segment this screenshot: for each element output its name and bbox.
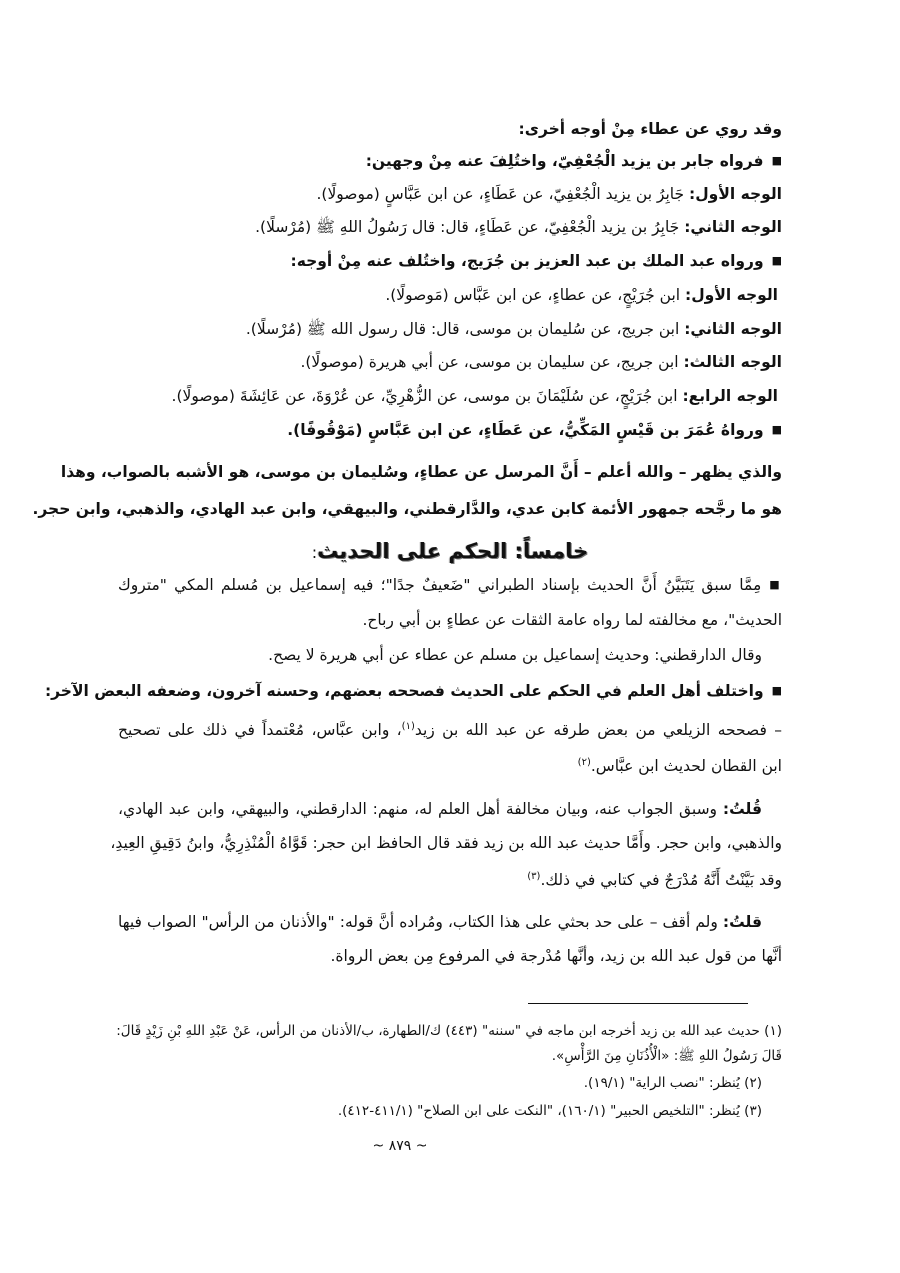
footnote-ref[interactable]: (٣) bbox=[527, 871, 541, 882]
footnote-divider bbox=[528, 1003, 748, 1004]
bullet-icon: ■ bbox=[769, 578, 782, 591]
list-item: الوجه الأول: جَابِرُ بن يزيد الْجُعْفِيّ، عن عَطَاءٍ، عن ابن عَبَّاسٍ (موصولًا). bbox=[316, 185, 782, 203]
page-number: ~ ٨٧٩ ~ bbox=[372, 1138, 428, 1154]
paragraph-line: والذهبي، وابن حجر. وأَمَّا حديث عبد الله بن زيد فقد قال الحافظ ابن حجر: قَوَّاهُ الْمُنْذِرِيُّ، وابنُ دَقِيقِ العِيدِ، bbox=[110, 834, 782, 852]
footnote: (٣) يُنظر: "التلخيص الحبير" (١٦٠/١)، "النكت على ابن الصلاح" (٤١١/١-٤١٢). bbox=[337, 1103, 762, 1119]
list-item: ■ورواهُ عُمَرَ بن قَيْسٍ المَكِّيُّ، عن عَطَاءٍ، عن ابن عَبَّاسٍ (مَوْقُوفًا). bbox=[287, 421, 782, 439]
footnote: قَالَ رَسُولُ اللهِ ﷺ: «الْأُذُنَانِ مِنَ الرَّأْسِ». bbox=[551, 1048, 782, 1064]
conclusion-line: هو ما رجَّحه جمهور الأئمة كابن عدي، والدَّارقطني، والبيهقي، وابن عبد الهادي، والذهبي، وابن حجر. bbox=[32, 500, 782, 518]
bullet-icon: ■ bbox=[771, 423, 782, 436]
list-item: الوجه الثالث: ابن جريج، عن سليمان بن موسى، عن أبي هريرة (موصولًا). bbox=[300, 353, 782, 371]
list-item: الوجه الأول: ابن جُرَيْجٍ، عن عطاءٍ، عن ابن عَبَّاس (مَوصولًا). bbox=[385, 286, 778, 304]
bullet-icon: ■ bbox=[771, 684, 782, 697]
conclusion-line: والذي يظهر – والله أعلم – أَنَّ المرسل عن عطاءٍ، وسُليمان بن موسى، هو الأشبه بالصواب، وهذا bbox=[60, 463, 782, 481]
paragraph-line: أنَّها من قول عبد الله بن زيد، وأنَّها مُدْرجة في المرفوع مِن بعض الرواة. bbox=[330, 947, 782, 965]
paragraph-line: ■مِمَّا سبق يَتَبَيَّنُ أَنَّ الحديث بإسناد الطبراني "ضَعيفٌ جدًا"؛ فيه إسماعيل بن مُسلم المكي "متروك bbox=[118, 576, 782, 594]
section-heading: خامساً: الحكم على الحديث: bbox=[311, 539, 589, 563]
bullet-icon: ■ bbox=[771, 254, 782, 267]
paragraph-line: الحديث"، مع مخالفته لما رواه عامة الثقات عن عطاءٍ بن أبي رباح. bbox=[362, 611, 782, 629]
paragraph-line: – فصححه الزيلعي من بعض طرقه عن عبد الله بن زيد$^{(١)}$، وابن عبَّاس، مُعْتمداً في ذلك على تصحيح bbox=[118, 721, 782, 740]
list-item: الوجه الثاني: جَابِرُ بن يزيد الْجُعْفِيّ، عن عَطَاءٍ، قال: قال رَسُولُ اللهِ ﷺ (مُرْسلًا). bbox=[255, 218, 782, 236]
paragraph-line: ■واختلف أهل العلم في الحكم على الحديث فصححه بعضهم، وحسنه آخرون، وضعفه البعض الآخر: bbox=[44, 682, 782, 700]
footnote: (٢) يُنظر: "نصب الراية" (١٩/١). bbox=[583, 1075, 762, 1091]
intro-line: وقد روي عن عطاء مِنْ أوجه أخرى: bbox=[518, 120, 782, 138]
footnote: (١) حديث عبد الله بن زيد أخرجه ابن ماجه في "سننه" (٤٤٣) ك/الطهارة، ب/الأذنان من الرأس، عَنْ عَبْدِ اللهِ بْنِ زَيْدٍ قَالَ: bbox=[116, 1023, 782, 1039]
paragraph-line: ابن القطان لحديث ابن عبَّاس.$^{(٢)}$ bbox=[577, 757, 782, 776]
paragraph-line: وقد بَيَّنْتُ أَنَّهُ مُدْرَجٌ في كتابي في ذلك.$^{(٣)}$ bbox=[527, 871, 782, 890]
paragraph-line: قُلتُ: وسبق الجواب عنه، وبيان مخالفة أهل العلم له، منهم: الدارقطني، والبيهقي، وابن عبد الهادي، bbox=[118, 800, 762, 818]
list-item: ■ورواه عبد الملك بن عبد العزيز بن جُرَيج، واختُلف عنه مِنْ أوجه: bbox=[290, 252, 782, 270]
list-item: الوجه الثاني: ابن جريج، عن سُليمان بن موسى، قال: قال رسول الله ﷺ (مُرْسلًا). bbox=[245, 320, 782, 338]
bullet-icon: ■ bbox=[771, 154, 782, 167]
footnote-ref[interactable]: (٢) bbox=[577, 757, 591, 768]
list-item: الوجه الرابع: ابن جُرَيْجٍ، عن سُلَيْمَانَ بن موسى، عن الزُّهْرِيِّ، عن عُرْوَةَ، عن عَائِشَةَ (موصولًا). bbox=[171, 387, 778, 405]
footnote-ref[interactable]: (١) bbox=[401, 721, 415, 732]
list-item: ■فرواه جابر بن يزيد الْجُعْفِيّ، واختُلِفَ عنه مِنْ وجهين: bbox=[365, 152, 782, 170]
paragraph-line: قلتُ: ولم أقف – على حد بحثي على هذا الكتاب، ومُراده أنَّ قوله: "والأذنان من الرأس" الصواب فيها bbox=[118, 913, 762, 931]
paragraph-line: وقال الدارقطني: وحديث إسماعيل بن مسلم عن عطاء عن أبي هريرة لا يصح. bbox=[268, 646, 762, 664]
